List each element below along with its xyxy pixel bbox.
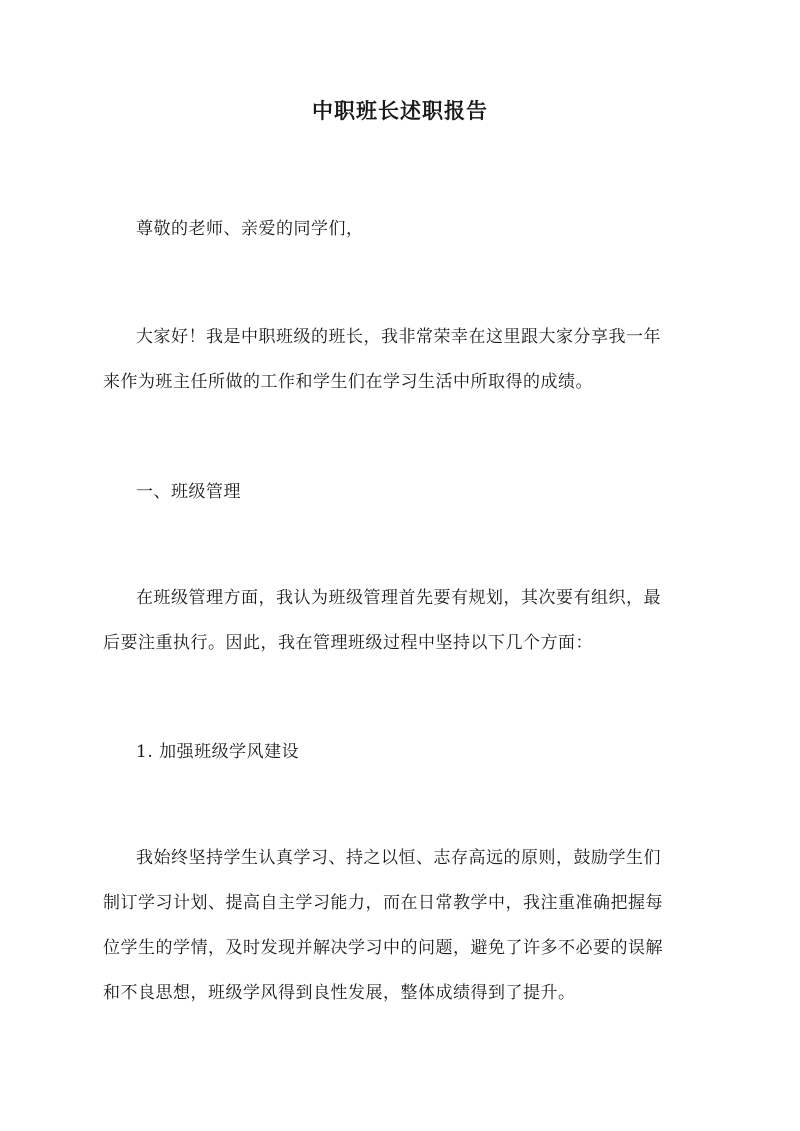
item-1-paragraph	[103, 836, 703, 1016]
section-1-paragraph	[103, 576, 703, 666]
section-1-heading-text: 一、班级管理	[136, 482, 241, 502]
item-1-line-2: 制订学习计划、提高自主学习能力，而在日常教学中，我注重准确把握每	[103, 893, 663, 913]
item-1-heading	[103, 730, 703, 775]
intro-line-1: 大家好！我是中职班级的班长，我非常荣幸在这里跟大家分享我一年	[136, 327, 661, 347]
item-1-line-1: 我始终坚持学生认真学习、持之以恒、志存高远的原则，鼓励学生们	[136, 848, 661, 868]
intro-paragraph	[103, 315, 703, 405]
section-1-heading	[103, 470, 703, 515]
intro-line-2: 来作为班主任所做的工作和学生们在学习生活中所取得的成绩。	[103, 372, 593, 392]
greeting-paragraph	[103, 207, 703, 252]
document-title: 中职班长述职报告	[312, 98, 488, 123]
section-1-line-1: 在班级管理方面，我认为班级管理首先要有规划，其次要有组织，最	[136, 588, 661, 608]
item-1-heading-text: 1. 加强班级学风建设	[136, 742, 300, 762]
section-1-line-2: 后要注重执行。因此，我在管理班级过程中坚持以下几个方面：	[103, 633, 593, 653]
item-1-line-3: 位学生的学情，及时发现并解决学习中的问题，避免了许多不必要的误解	[103, 938, 663, 958]
item-1-line-4: 和不良思想，班级学风得到良性发展，整体成绩得到了提升。	[103, 983, 576, 1003]
greeting-line: 尊敬的老师、亲爱的同学们，	[136, 219, 364, 239]
